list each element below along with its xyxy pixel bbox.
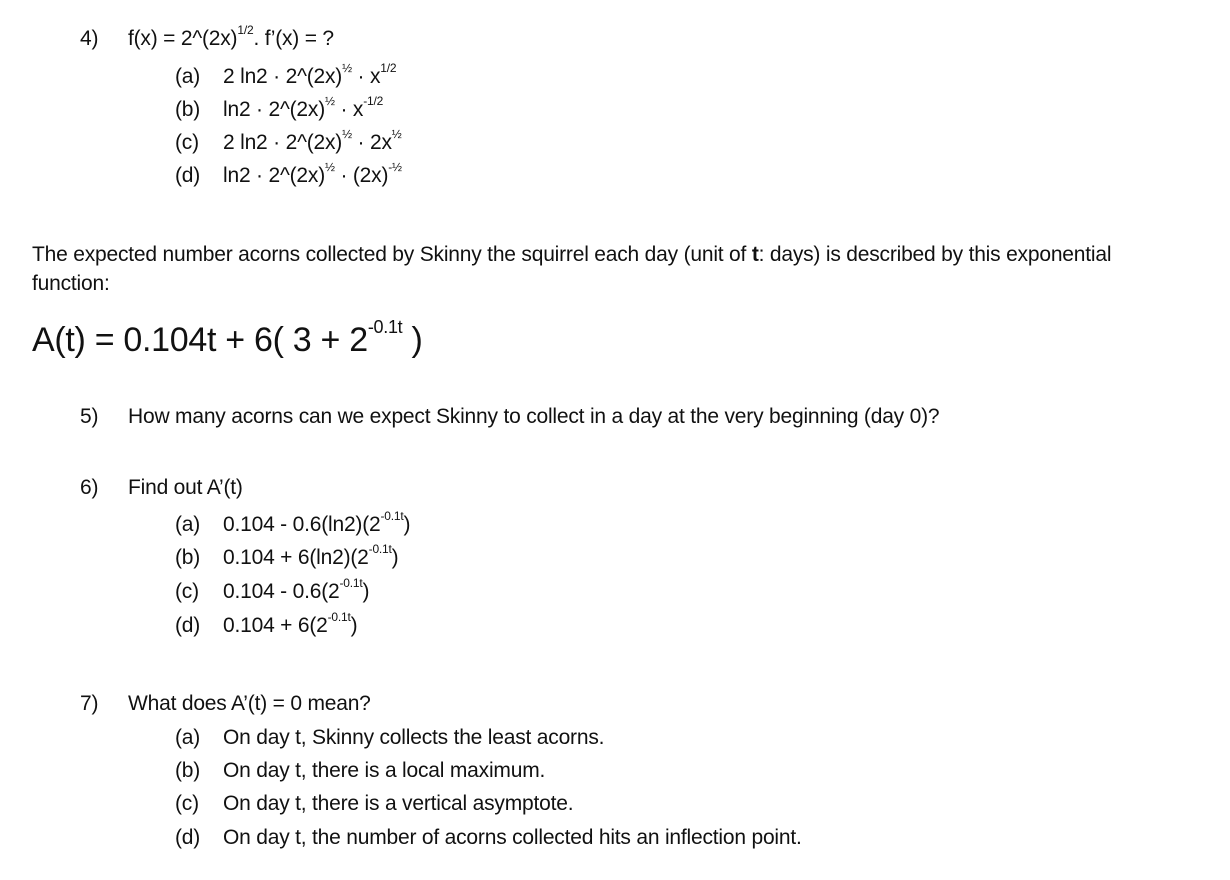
option-label: (a) (175, 65, 201, 88)
option-text: 2 $\ln 2 \cdot 2\^{}(2x)^{\frac{1}{2}} \cdot 2x^{\frac{1}{2}}$ (223, 127, 402, 154)
option-text: $0.104 - 0.6(2^{-0.1t})$ (223, 576, 370, 603)
option-text: $\ln 2 \cdot 2\^{}(2x)^{\frac{1}{2}} \cdot (2x)^{-\frac{1}{2}}$ (223, 160, 402, 187)
option-text: $\ln 2 \cdot 2\^{}(2x)^{\frac{1}{2}} \cdot x^{-1/2}$ (223, 94, 384, 121)
bold-variable: t (751, 243, 759, 266)
option-text: $0.104 + 6(2^{-0.1t})$ (223, 610, 358, 637)
option-label: (b) (175, 759, 201, 782)
intro-paragraph-line-2: function: (32, 272, 110, 295)
option-label: (b) (175, 546, 201, 569)
option-label: (d) (175, 826, 201, 849)
question-number: 4) (80, 27, 99, 50)
intro-paragraph-line-1: The expected number acorns collected by Skinny the squirrel each day (unit of t: days) is described by this exponential (32, 243, 1112, 266)
option-label: (c) (175, 131, 199, 154)
option-label: (a) (175, 513, 201, 536)
option-text: On day t, there is a local maximum. (223, 759, 546, 782)
option-label: (c) (175, 792, 199, 815)
option-text: 2 $\ln 2 \cdot 2\^{}(2x)^{\frac{1}{2}} \cdot x^{1/2}$ (223, 61, 397, 88)
option-label: (b) (175, 98, 201, 121)
question-text: $f(x) = 2\^{}(2x)^{1/2}$. f’(x) = ? (128, 23, 334, 50)
option-text: On day t, there is a vertical asymptote. (223, 792, 574, 815)
option-label: (d) (175, 164, 201, 187)
option-text: On day t, Skinny collects the least acorns. (223, 726, 605, 749)
option-label: (a) (175, 726, 201, 749)
question-number: 5) (80, 405, 99, 428)
option-text: $0.104 - 0.6(\ln 2)(2^{-0.1t})$ (223, 509, 411, 536)
question-number: 6) (80, 476, 99, 499)
question-text: Find out A’(t) (128, 476, 243, 499)
option-label: (c) (175, 580, 199, 603)
question-text: What does A’(t) = 0 mean? (128, 692, 371, 715)
question-text: How many acorns can we expect Skinny to collect in a day at the very beginning (day 0)? (128, 405, 940, 428)
question-number: 7) (80, 692, 99, 715)
option-text: On day t, the number of acorns collected hits an inflection point. (223, 826, 802, 849)
formula: A(t) = 0.104t + 6( $3 + 2^{-0.1t}$ ) (32, 316, 423, 359)
option-label: (d) (175, 614, 201, 637)
option-text: $0.104 + 6(\ln 2)(2^{-0.1t})$ (223, 542, 399, 569)
